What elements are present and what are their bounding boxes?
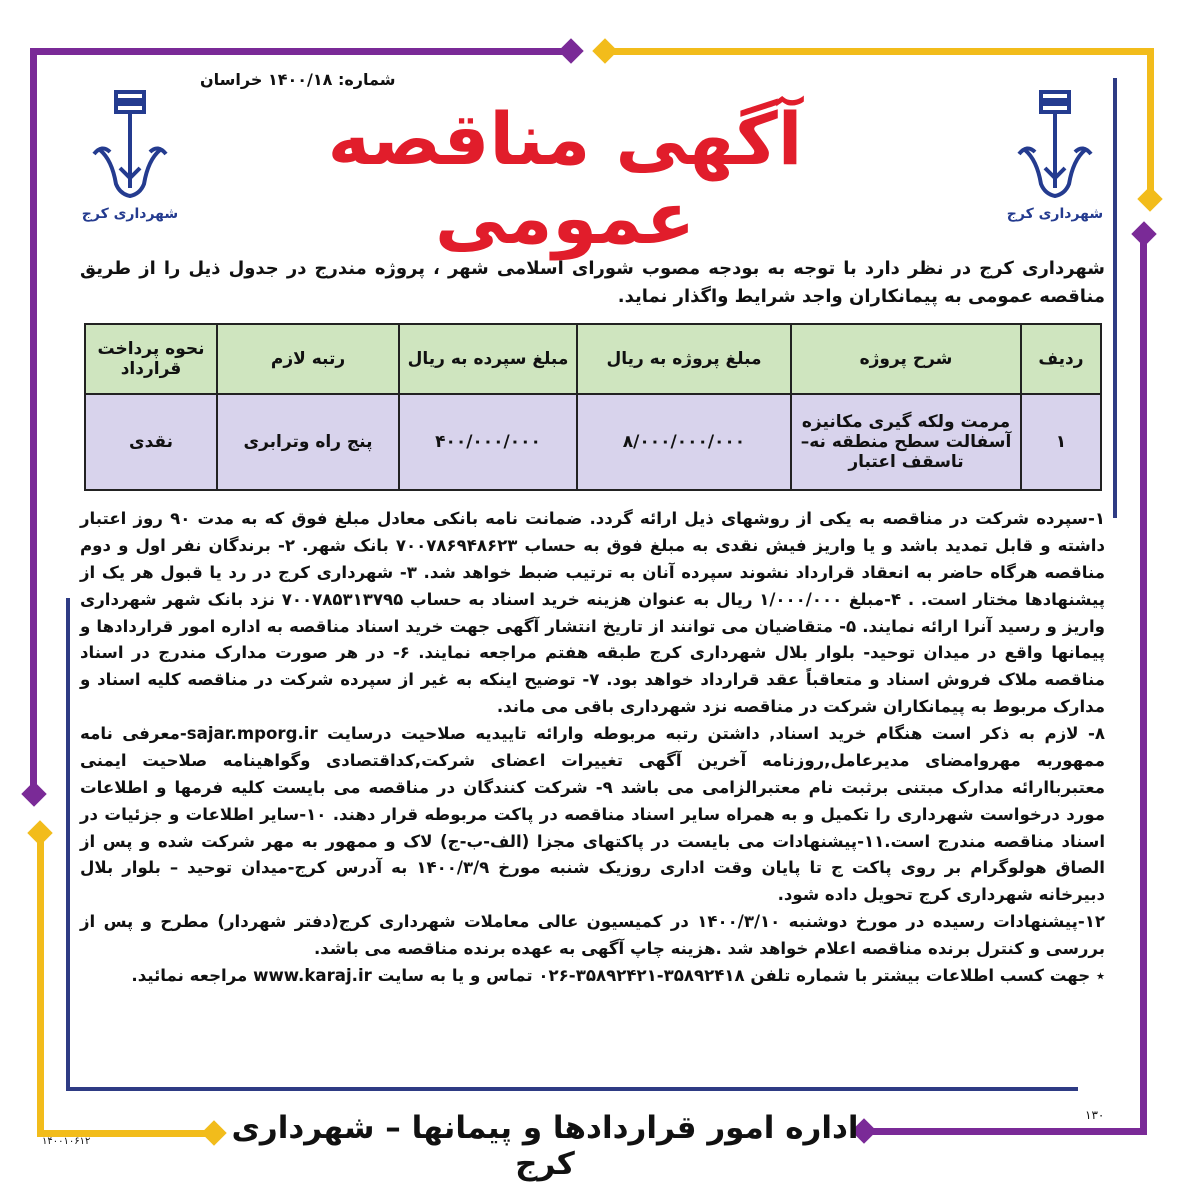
logo-left-label: شهرداری کرج <box>81 206 179 222</box>
col-header-project-amount: مبلغ پروژه به ریال <box>577 324 791 394</box>
contact-text-after: مراجعه نمائید. <box>131 965 254 985</box>
page-number: ۱۳۰ <box>1085 1108 1105 1122</box>
contact-paragraph <box>80 963 1105 990</box>
print-code: ۱۴۰۰۱۰۶۱۲ <box>42 1136 91 1147</box>
p2-text-after: -معرفی نامه ممهوربه مهروامضای مدیرعامل,روزنامه آخرین آگهی تغییرات اعضای شرکت,کداقتصادی وگواهینامه صلاحیت ایمنی معتبرباارائه مدارک مبتنی برثبت نام معتبرالزامی می باشد ۹- شرکت کنندگان در مناقصه می بایست کلیه فرمها و اطلاعات مورد درخواست شهرداری را تکمیل و به همراه سایر اسناد مناقصه در پاکت مربوطه قرار دهند. ۱۰-سایر اطلاعات و جزئیات در اسناد مناقصه مندرج است.۱۱-پیشنهادات می بایست در پاکتهای مجزا (الف-ب-ج) لاک و ممهور به مهر شرکت شده و پس از الصاق هولوگرام بر روی پاکت ج تا پایان وقت اداری روزیک شنبه مورخ ۱۴۰۰/۳/۹ به آدرس کرج-میدان توحید – بلوار بلال دبیرخانه شهرداری کرج تحویل داده شود. <box>80 724 1106 905</box>
contact-text-before: ٭ جهت کسب اطلاعات بیشتر با شماره تلفن ۳۵۸۹۲۴۱۸-۳۵۸۹۲۴۲۱-۰۲۶ تماس و یا به سایت <box>371 965 1105 985</box>
logo-right-label: شهرداری کرج <box>1006 206 1104 222</box>
logo-left <box>75 88 185 222</box>
intro-paragraph: شهرداری کرج در نظر دارد با توجه به بودجه مصوب شورای اسلامی شهر ، پروژه مندرج در جدول ذیل را از طریق مناقصه عمومی به پیمانکاران واجد شرایط واگذار نماید. <box>80 258 1105 307</box>
conditions-paragraph-2 <box>80 721 1105 909</box>
karaj-website-link[interactable]: www.karaj.ir <box>253 965 372 985</box>
cell-required-grade: پنج راه وترابری <box>217 394 399 490</box>
conditions-text <box>80 506 1105 990</box>
col-header-required-grade: رتبه لازم <box>217 324 399 394</box>
col-header-payment-method: نحوه پرداخت قرارداد <box>85 324 217 394</box>
p2-text-before: ۸- لازم به ذکر است هنگام خرید اسناد, داشتن رتبه مربوطه وارائه تاییدیه صلاحیت درسایت <box>317 724 1105 743</box>
conditions-paragraph-1: ۱-سپرده شرکت در مناقصه به یکی از روشهای ذیل ارائه گردد. ضمانت نامه بانکی معادل مبلغ فوق که به مدت ۹۰ روز اعتبار داشته و قابل تمدید باشد و یا واریز فیش نقدی به مبلغ فوق به حساب ۷۰۰۷۸۶۹۴۸۶۲۳ بانک شهر. ۲- برندگان نفر اول و دوم مناقصه هرگاه حاضر به انعقاد قرارداد نشوند سپرده آنان به ترتیب ضبط خواهد شد. ۳- شهرداری کرج در رد یا قبول هر یک از پیشنهادها مختار است. . ۴-مبلغ ۱/۰۰۰/۰۰۰ ریال به عنوان هزینه خرید اسناد به حساب ۷۰۰۷۸۵۳۱۳۷۹۵ نزد بانک شهر شهرداری واریز و رسید آنرا ارائه نمایند. ۵- متقاضیان می توانند از تاریخ انتشار آگهی جهت خرید اسناد مناقصه به اداره امور قراردادها و پیمانها واقع در میدان توحید- بلوار بلال شهرداری کرج طبقه هفتم مراجعه نمایند. ۶- در هر صورت مدارک مندرج در اسناد مناقصه ملاک فروش اسناد و متعاقباً عقد قرارداد خواهد بود. ۷- توضیح اینکه به غیر از سپرده شرکت در مناقصه کلیه اسناد و مدارک مربوط به پیمانکاران شرکت در مناقصه نزد شهرداری باقی می ماند. <box>80 509 1106 717</box>
footer-title: اداره امور قراردادها و پیمانها – شهرداری کرج <box>231 1110 859 1182</box>
col-header-deposit-amount: مبلغ سپرده به ریال <box>399 324 577 394</box>
cell-description: مرمت ولکه گیری مکانیزه آسفالت سطح منطقه نه– تاسقف اعتبار <box>791 394 1021 490</box>
cell-project-amount: ۸/۰۰۰/۰۰۰/۰۰۰ <box>577 394 791 490</box>
tender-table <box>84 323 1102 491</box>
conditions-paragraph-3: ۱۲-پیشنهادات رسیده در مورخ دوشنبه ۱۴۰۰/۳/۱۰ در کمیسیون عالی معاملات شهرداری کرج(دفتر شهردار) مطرح و پس از بررسی و کنترل برنده مناقصه اعلام خواهد شد .هزینه چاپ آگهی به عهده برنده مناقصه می باشد. <box>80 912 1105 958</box>
cell-deposit-amount: ۴۰۰/۰۰۰/۰۰۰ <box>399 394 577 490</box>
karaj-emblem-icon <box>90 88 170 200</box>
sajar-website-link[interactable]: sajar.mporg.ir <box>186 724 318 743</box>
table-row <box>85 394 1101 490</box>
header <box>0 0 1200 261</box>
page-title: آگهی مناقصه عمومی <box>327 97 803 261</box>
table-header-row <box>85 324 1101 394</box>
issue-number: شماره: ۱۴۰۰/۱۸ خراسان <box>200 70 396 89</box>
col-header-row-no: ردیف <box>1021 324 1101 394</box>
logo-right <box>1000 88 1110 222</box>
karaj-emblem-icon <box>1015 88 1095 200</box>
cell-row-no: ۱ <box>1021 394 1101 490</box>
col-header-description: شرح پروژه <box>791 324 1021 394</box>
cell-payment-method: نقدی <box>85 394 217 490</box>
